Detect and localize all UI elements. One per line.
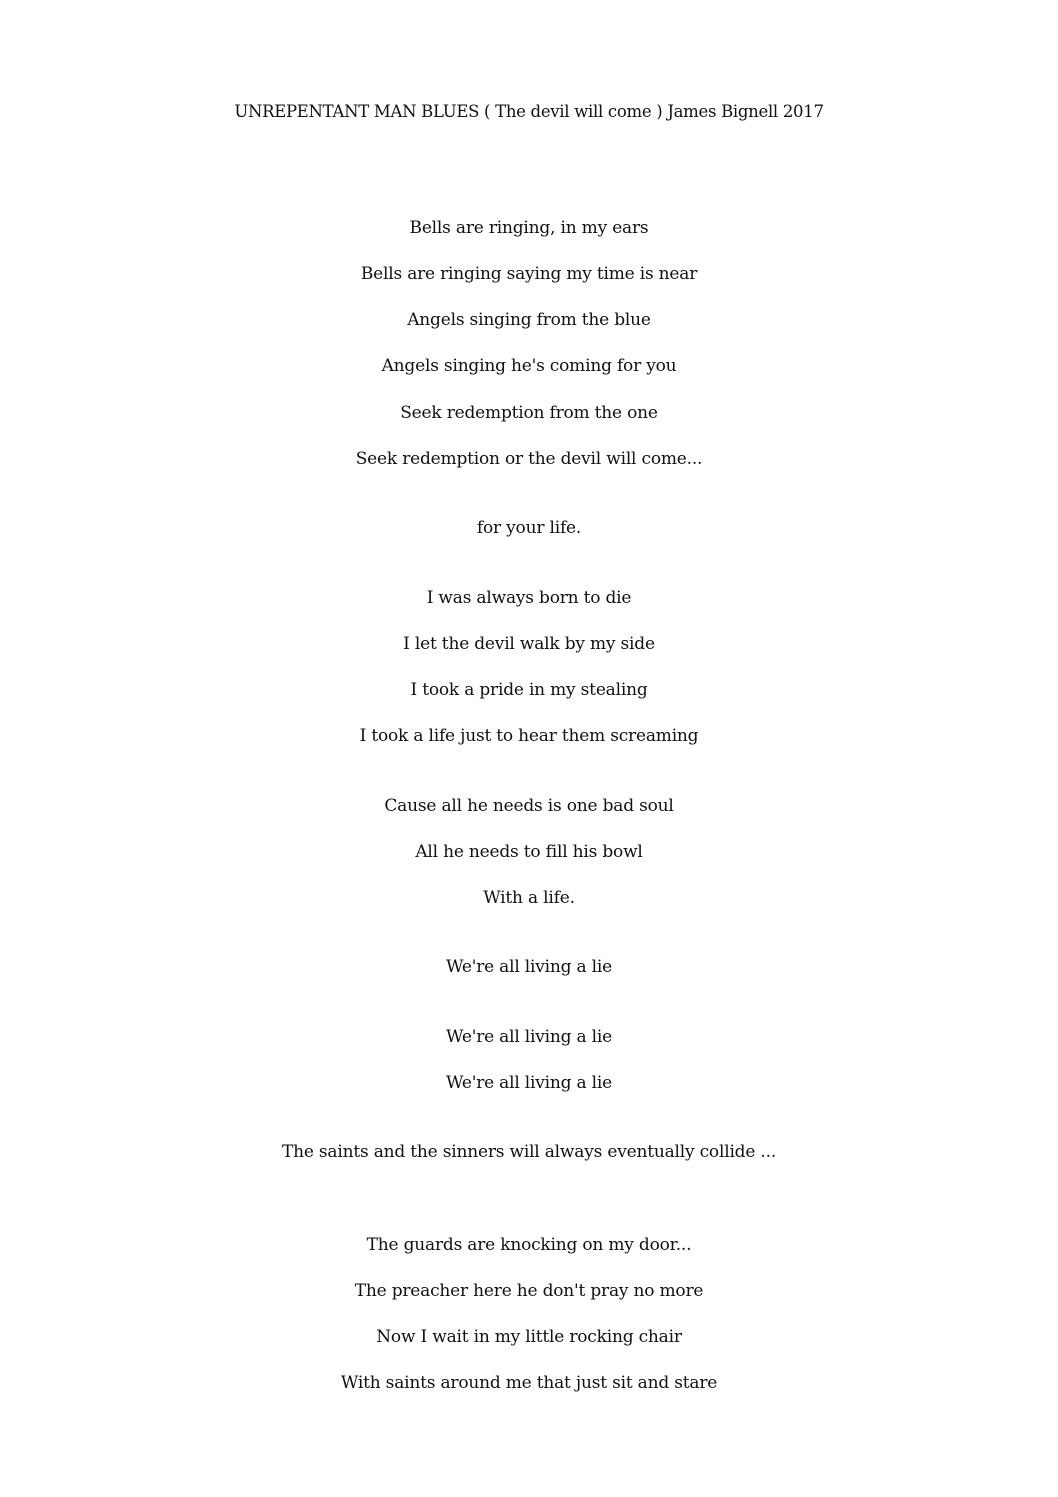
lyric-line: I took a pride in my stealing xyxy=(410,680,648,700)
lyric-line: All he needs to fill his bowl xyxy=(415,842,643,862)
lyric-line: The guards are knocking on my door... xyxy=(366,1235,692,1255)
lyric-line: Now I wait in my little rocking chair xyxy=(376,1327,682,1347)
song-title: UNREPENTANT MAN BLUES ( The devil will come ) James Bignell 2017 xyxy=(234,102,824,121)
lyric-line: Bells are ringing, in my ears xyxy=(409,218,649,238)
lyric-line: Angels singing from the blue xyxy=(407,310,651,330)
lyric-line: The preacher here he don't pray no more xyxy=(354,1281,704,1301)
lyric-line: I let the devil walk by my side xyxy=(403,634,655,654)
lyric-line: I took a life just to hear them screaming xyxy=(359,726,699,746)
lyric-line: Seek redemption or the devil will come... xyxy=(355,449,703,469)
lyric-line: The saints and the sinners will always eventually collide ... xyxy=(281,1142,777,1162)
lyric-line: Bells are ringing saying my time is near xyxy=(360,264,698,284)
lyric-line: Cause all he needs is one bad soul xyxy=(384,796,674,816)
lyric-line: With saints around me that just sit and stare xyxy=(340,1373,718,1393)
lyric-line: We're all living a lie xyxy=(445,1073,613,1093)
lyric-line: We're all living a lie xyxy=(445,957,613,977)
lyric-line: Seek redemption from the one xyxy=(400,403,658,423)
lyric-line: for your life. xyxy=(476,518,582,538)
lyric-line: We're all living a lie xyxy=(445,1027,613,1047)
lyric-line: With a life. xyxy=(483,888,575,908)
lyric-line: I was always born to die xyxy=(426,588,632,608)
lyric-line: Angels singing he's coming for you xyxy=(381,356,677,376)
